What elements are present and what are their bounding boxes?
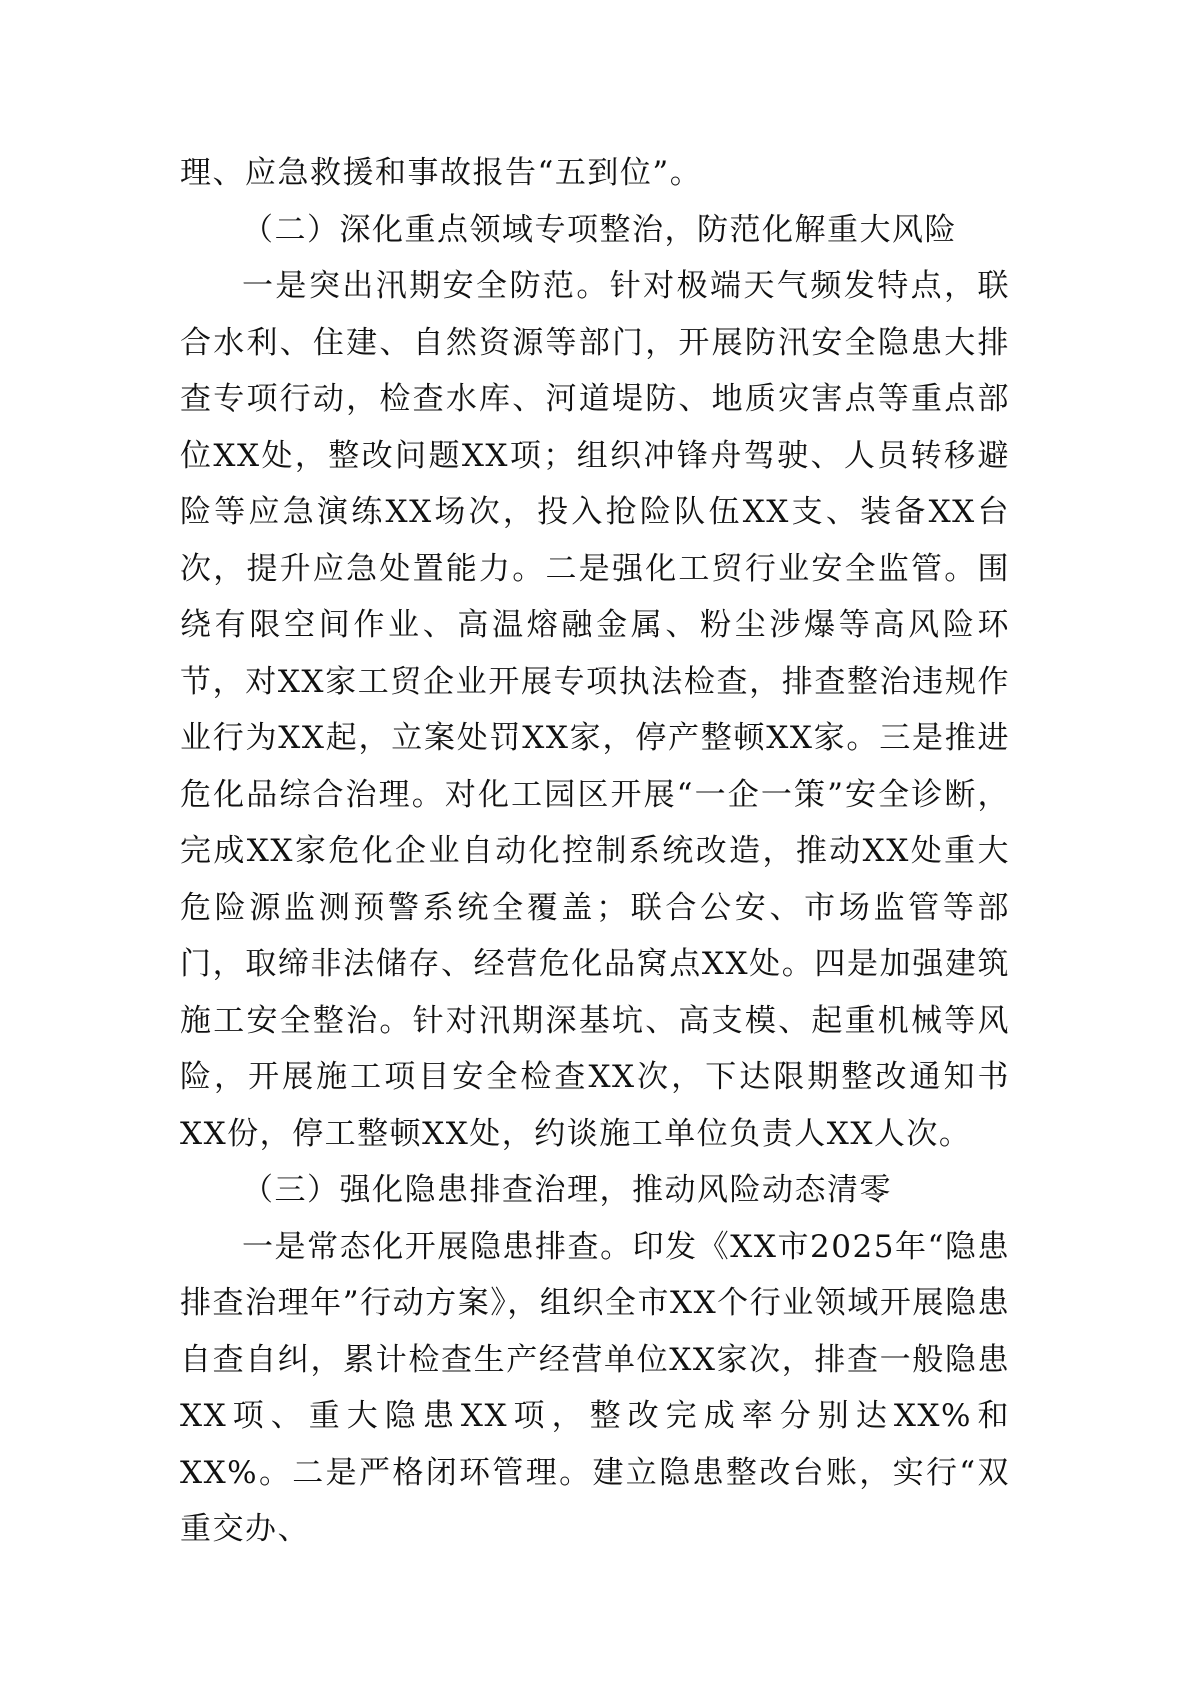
section-heading-3: （三）强化隐患排查治理，推动风险动态清零 (242, 1172, 892, 1208)
paragraph-body-3: 一是常态化开展隐患排查。印发《XX市2025年“隐患排查治理年”行动方案》，组织全市XX个行业领域开展隐患自查自纠，累计检查生产经营单位XX家次，排查一般隐患XX项、重大隐患XX项，整改完成率分别达XX%和XX%。二是严格闭环管理。建立隐患整改台账，实行“双重交办、 (180, 1228, 1010, 1547)
section-heading-2: （二）深化重点领域专项整治，防范化解重大风险 (242, 211, 957, 248)
paragraph-continuation: 理、应急救援和事故报告“五到位”。 (180, 155, 703, 191)
document-body (180, 145, 1010, 1558)
paragraph-body-2: 一是突出汛期安全防范。针对极端天气频发特点，联合水利、住建、自然资源等部门，开展防汛安全隐患大排查专项行动，检查水库、河道堤防、地质灾害点等重点部位XX处，整改问题XX项；组织冲锋舟驾驶、人员转移避险等应急演练XX场次，投入抢险队伍XX支、装备XX台次，提升应急处置能力。二是强化工贸行业安全监管。围绕有限空间作业、高温熔融金属、粉尘涉爆等高风险环节，对XX家工贸企业开展专项执法检查，排查整治违规作业行为XX起，立案处罚XX家，停产整顿XX家。三是推进危化品综合治理。对化工园区开展“一企一策”安全诊断，完成XX家危化企业自动化控制系统改造，推动XX处重大危险源监测预警系统全覆盖；联合公安、市场监管等部门，取缔非法储存、经营危化品窝点XX处。四是加强建筑施工安全整治。针对汛期深基坑、高支模、起重机械等风险，开展施工项目安全检查XX次，下达限期整改通知书XX份，停工整顿XX处，约谈施工单位负责人XX人次。 (180, 268, 1010, 1152)
